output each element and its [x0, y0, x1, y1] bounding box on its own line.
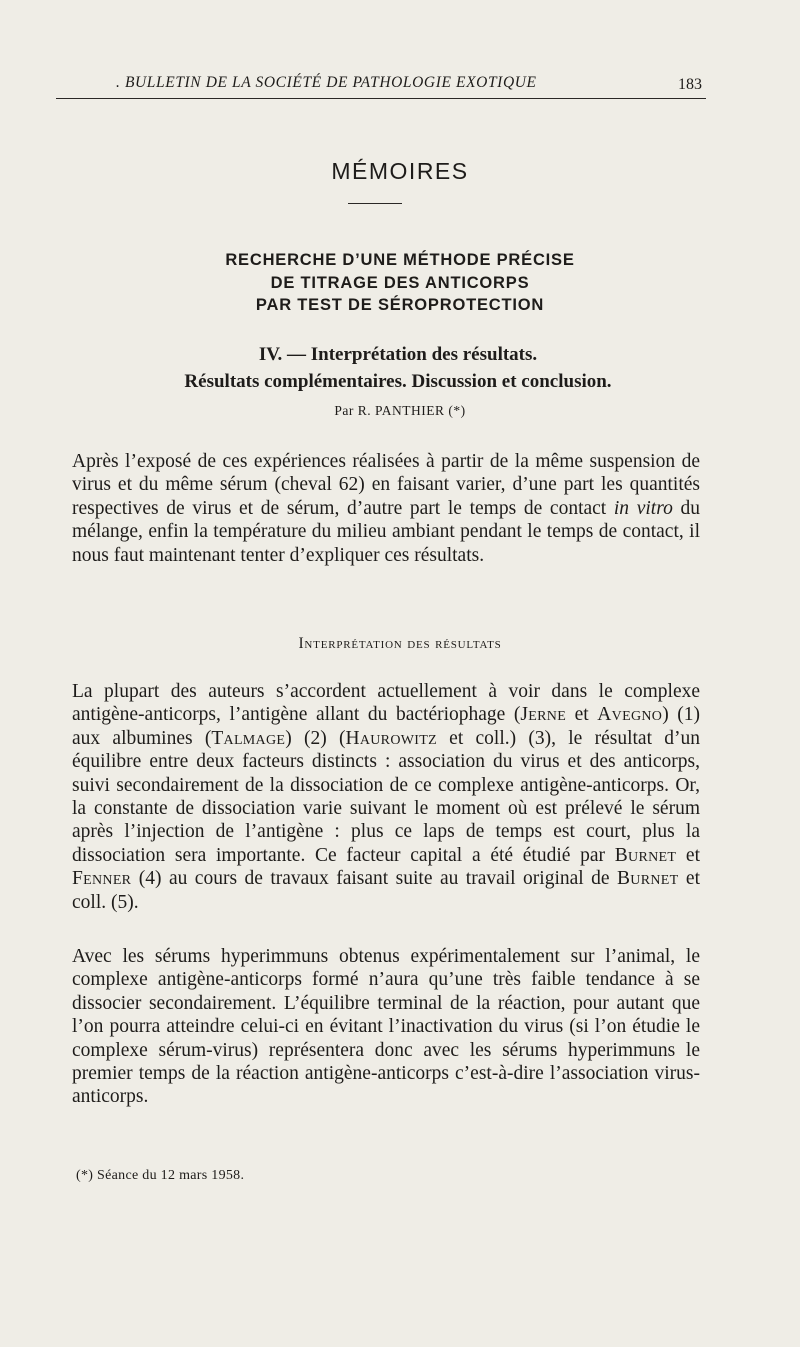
para2-text: et: [676, 844, 701, 866]
subtitle-line: IV. — Interprétation des résultats.: [258, 344, 538, 365]
para2-text: et: [566, 704, 598, 726]
footnote: (*) Séance du 12 mars 1958.: [76, 1168, 245, 1183]
para2-text: et coll.) (3), le résultat d’un équilibre entre deux facteurs distincts : association du virus et des anticorps, suivi secondairement de la dissociation de ce complexe antigène-anticorps. Or, la constante de dissociation varie suivant le moment où est prélevé le sérum après l’injection de l’antigène : plus ce laps de temps est court, plus la dissociation sera importante. Ce facteur capital a été étudié par: [72, 727, 700, 866]
author-name: Haurowitz: [345, 727, 437, 749]
body-paragraph-2: [72, 680, 700, 914]
article-title-line: PAR TEST DE SÉROPROTECTION: [255, 296, 545, 314]
article-title-line: RECHERCHE D’UNE MÉTHODE PRÉCISE: [225, 251, 575, 269]
intro-text: Après l’exposé de ces expériences réalisées à partir de la même suspension de virus et du même sérum (cheval 62) en faisant varier, d’une part les quantités respectives de virus et de sérum, d’autre part le temps de contact: [72, 451, 700, 519]
intro-italic: in vitro: [613, 497, 673, 519]
section-title: MÉMOIRES: [331, 158, 469, 184]
author-name: Avegno: [597, 704, 663, 726]
author-name: Jerne: [520, 704, 567, 726]
author-name: Talmage: [211, 727, 286, 749]
section-heading: Interprétation des résultats: [298, 635, 502, 652]
page-number: 183: [678, 76, 702, 93]
byline: Par R. PANTHIER (*): [334, 403, 466, 418]
intro-paragraph: [72, 450, 700, 567]
author-name: Fenner: [72, 868, 132, 890]
para2-text: ) (1) aux albumines (: [72, 704, 700, 749]
subtitle-line: Résultats complémentaires. Discussion et conclusion.: [184, 371, 612, 392]
para2-text: et coll. (5).: [72, 868, 700, 913]
title-divider: [348, 203, 402, 204]
article-title-line: DE TITRAGE DES ANTICORPS: [270, 273, 530, 292]
article-title: [0, 249, 800, 317]
running-title: . BULLETIN DE LA SOCIÉTÉ DE PATHOLOGIE EXOTIQUE: [116, 74, 537, 91]
author-name: Burnet: [614, 844, 677, 866]
running-header: [56, 70, 706, 99]
para2-text: ) (2) (: [285, 727, 346, 749]
para2-text: (4) au cours de travaux faisant suite au travail original de: [131, 868, 617, 890]
article-subtitle: [0, 341, 778, 395]
para2-text: La plupart des auteurs s’accordent actuellement à voir dans le complexe antigène-anticorps, l’antigène allant du bactériophage (: [72, 681, 700, 726]
author-name: Burnet: [617, 868, 679, 890]
intro-text-end: du mélange, enfin la température du milieu ambiant pendant le temps de contact, il nous faut maintenant tenter d’expliquer ces résultats.: [72, 497, 700, 566]
body-paragraph-3: Avec les sérums hyperimmuns obtenus expérimentalement sur l’animal, le complexe antigène-anticorps formé n’aura qu’une très faible tendance à se dissocier secondairement. L’équilibre terminal de la réaction, pour autant que l’on pourra atteindre celui-ci en évitant l’inactivation du virus (si l’on étudie le complexe sérum-virus) représentera donc avec les sérums hyperimmuns le premier temps de la réaction antigène-anticorps c’est-à-dire l’association virus-anticorps.: [72, 946, 700, 1108]
